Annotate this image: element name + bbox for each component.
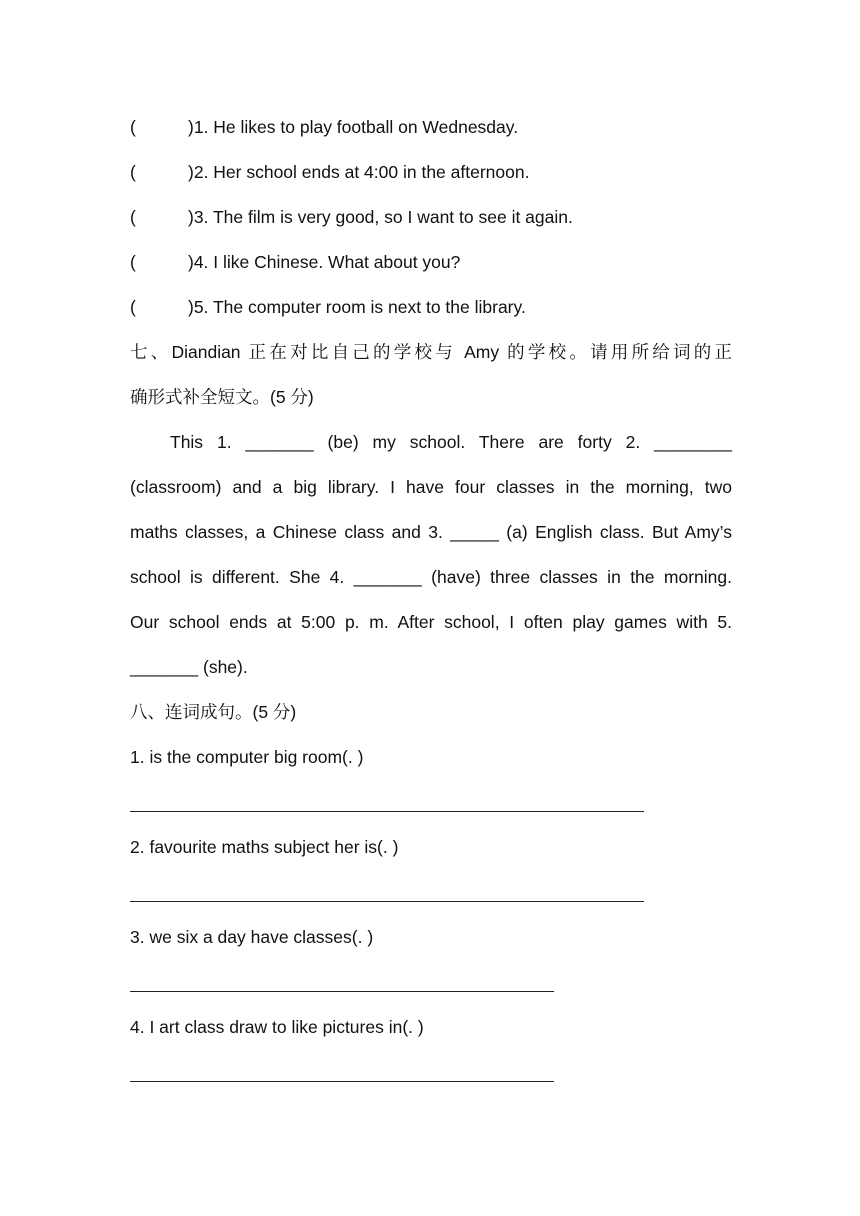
passage-line-6: _______ (she). xyxy=(130,657,248,677)
tf-item-4: ( )4. I like Chinese. What about you? xyxy=(130,252,461,272)
passage-line-2: (classroom) and a big library. I have four classes in the morning, two xyxy=(130,477,732,497)
section7-heading-line1: 七、Diandian 正在对比自己的学校与 Amy 的学校。请用所给词的正 xyxy=(130,342,732,362)
passage-line-3: maths classes, a Chinese class and 3. _____ (a) English class. But Amy’s xyxy=(130,522,732,542)
tf-item-5: ( )5. The computer room is next to the library. xyxy=(130,297,526,317)
passage-line-1: This 1. _______ (be) my school. There are forty 2. ________ xyxy=(170,432,732,452)
tf-item-3: ( )3. The film is very good, so I want to see it again. xyxy=(130,207,573,227)
passage-line-5: Our school ends at 5:00 p. m. After school, I often play games with 5. xyxy=(130,612,732,632)
section8-heading: 八、连词成句。(5 分) xyxy=(130,702,297,722)
reorder-item-3: 3. we six a day have classes(. ) xyxy=(130,927,374,947)
answer-line-1[interactable] xyxy=(130,811,644,812)
tf-item-1: ( )1. He likes to play football on Wednesday. xyxy=(130,117,519,137)
reorder-item-4: 4. I art class draw to like pictures in(. ) xyxy=(130,1017,424,1037)
answer-line-4[interactable] xyxy=(130,1081,554,1082)
section7-heading-line2: 确形式补全短文。(5 分) xyxy=(130,387,314,407)
answer-line-2[interactable] xyxy=(130,901,644,902)
reorder-item-1: 1. is the computer big room(. ) xyxy=(130,747,364,767)
answer-line-3[interactable] xyxy=(130,991,554,992)
reorder-item-2: 2. favourite maths subject her is(. ) xyxy=(130,837,399,857)
tf-item-2: ( )2. Her school ends at 4:00 in the afternoon. xyxy=(130,162,530,182)
passage-line-4: school is different. She 4. _______ (have) three classes in the morning. xyxy=(130,567,732,587)
